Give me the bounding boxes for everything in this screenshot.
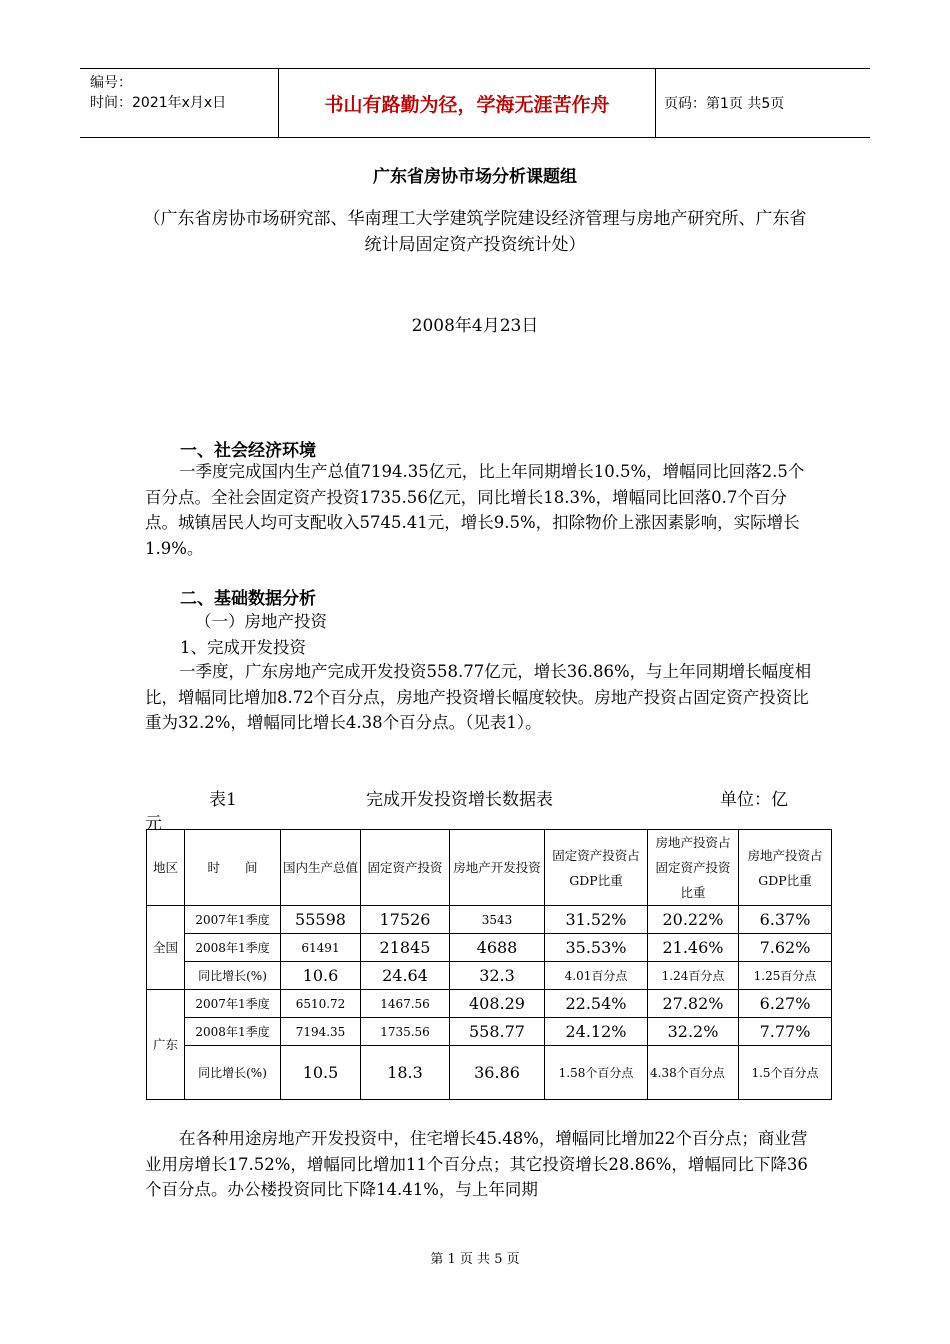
- cell-gdp: 7194.35: [281, 1018, 361, 1046]
- cell-rei-fai: 4.38个百分点: [648, 1046, 739, 1100]
- cell-rei: 408.29: [450, 990, 545, 1018]
- after-table-paragraph: 在各种用途房地产开发投资中，住宅增长45.48%，增幅同比增加22个百分点；商业营业用房增长17.52%，增幅同比增加11个百分点；其它投资增长28.86%，增幅同比下降36个百分点。办公楼投资同比下降14.41%，与上年同期: [145, 1129, 808, 1199]
- cell-rei: 36.86: [450, 1046, 545, 1100]
- cell-rei-gdp: 6.27%: [739, 990, 832, 1018]
- section-1-heading: 一、社会经济环境: [180, 441, 316, 461]
- cell-rei-fai: 1.24百分点: [648, 962, 739, 990]
- cell-fai: 1467.56: [361, 990, 450, 1018]
- section-2-heading: 二、基础数据分析: [180, 589, 316, 609]
- cell-gdp: 55598: [281, 906, 361, 934]
- cell-fai: 18.3: [361, 1046, 450, 1100]
- cell-time: 2007年1季度: [185, 990, 281, 1018]
- header-rei-gdp: 房地产投资占GDP比重: [739, 830, 832, 906]
- cell-gdp: 10.6: [281, 962, 361, 990]
- table-header-row: [147, 830, 832, 906]
- table-row: [147, 1046, 832, 1100]
- table-caption-title: 完成开发投资增长数据表: [366, 790, 553, 810]
- header-number: 编号：: [90, 75, 132, 91]
- cell-fai: 21845: [361, 934, 450, 962]
- header-fai-gdp: 固定资产投资占GDP比重: [545, 830, 648, 906]
- cell-rei-gdp: 1.25百分点: [739, 962, 832, 990]
- table-row: [147, 906, 832, 934]
- cell-rei-fai: 20.22%: [648, 906, 739, 934]
- cell-rei-gdp: 7.62%: [739, 934, 832, 962]
- header-page-info: 页码：第1页 共5页: [664, 96, 785, 112]
- header-rei: 房地产开发投资: [450, 830, 545, 906]
- table-row: [147, 990, 832, 1018]
- cell-rei-gdp: 1.5个百分点: [739, 1046, 832, 1100]
- cell-rei-gdp: 7.77%: [739, 1018, 832, 1046]
- cell-fai-gdp: 35.53%: [545, 934, 648, 962]
- cell-time: 同比增长(%): [185, 962, 281, 990]
- cell-rei: 3543: [450, 906, 545, 934]
- header-rei-fai: 房地产投资占固定资产投资比重: [648, 830, 739, 906]
- cell-fai: 24.64: [361, 962, 450, 990]
- cell-rei-fai: 27.82%: [648, 990, 739, 1018]
- header-motto: 书山有路勤为径，学海无涯苦作舟: [279, 69, 656, 137]
- subsection-heading: （一）房地产投资: [195, 612, 327, 631]
- header-time: 时间：2021年x月x日: [90, 95, 227, 111]
- header-gdp: 国内生产总值: [281, 830, 361, 906]
- cell-time: 2008年1季度: [185, 1018, 281, 1046]
- cell-fai-gdp: 31.52%: [545, 906, 648, 934]
- cell-rei-gdp: 6.37%: [739, 906, 832, 934]
- cell-time: 2008年1季度: [185, 934, 281, 962]
- cell-fai-gdp: 22.54%: [545, 990, 648, 1018]
- header-time: 时 间: [185, 830, 281, 906]
- table-row: [147, 934, 832, 962]
- document-subtitle: （广东省房协市场研究部、华南理工大学建筑学院建设经济管理与房地产研究所、广东省统计局固定资产投资统计处）: [143, 209, 807, 255]
- table-caption-number: 表1: [209, 790, 237, 810]
- table-row: [147, 962, 832, 990]
- table-caption-unit: 单位：亿: [720, 790, 788, 810]
- cell-time: 2007年1季度: [185, 906, 281, 934]
- subsection-item-heading: 1、完成开发投资: [180, 638, 306, 657]
- region-guangdong: 广东: [147, 990, 185, 1100]
- cell-gdp: 61491: [281, 934, 361, 962]
- cell-fai: 17526: [361, 906, 450, 934]
- page-footer: 第 1 页 共 5 页: [430, 1252, 520, 1267]
- header-region: 地区: [147, 830, 185, 906]
- section-1-paragraph: 一季度完成国内生产总值7194.35亿元，比上年同期增长10.5%，增幅同比回落2.5个百分点。全社会固定资产投资1735.56亿元，同比增长18.3%，增幅同比回落0.7个百分点。城镇居民人均可支配收入5745.41元，增长9.5%，扣除物价上涨因素影响，实际增长1.9%。: [145, 462, 805, 558]
- region-national: 全国: [147, 906, 185, 990]
- cell-time: 同比增长(%): [185, 1046, 281, 1100]
- cell-rei: 32.3: [450, 962, 545, 990]
- header-meta: [80, 69, 279, 137]
- cell-rei-fai: 32.2%: [648, 1018, 739, 1046]
- cell-fai: 1735.56: [361, 1018, 450, 1046]
- table-row: [147, 1018, 832, 1046]
- document-title: 广东省房协市场分析课题组: [373, 167, 577, 187]
- cell-rei: 4688: [450, 934, 545, 962]
- header-fai: 固定资产投资: [361, 830, 450, 906]
- cell-rei: 558.77: [450, 1018, 545, 1046]
- investment-data-table: [146, 829, 832, 1100]
- cell-rei-fai: 21.46%: [648, 934, 739, 962]
- document-date: 2008年4月23日: [411, 316, 539, 336]
- cell-fai-gdp: 1.58个百分点: [545, 1046, 648, 1100]
- cell-gdp: 10.5: [281, 1046, 361, 1100]
- cell-fai-gdp: 4.01百分点: [545, 962, 648, 990]
- table-caption-unit-wrap: 元: [145, 814, 162, 834]
- cell-fai-gdp: 24.12%: [545, 1018, 648, 1046]
- cell-gdp: 6510.72: [281, 990, 361, 1018]
- page-header: [80, 68, 870, 138]
- section-2-paragraph: 一季度，广东房地产完成开发投资558.77亿元，增长36.86%，与上年同期增长幅度相比，增幅同比增加8.72个百分点，房地产投资增长幅度较快。房地产投资占固定资产投资比重为32.2%，增幅同比增长4.38个百分点。（见表1）。: [145, 662, 812, 732]
